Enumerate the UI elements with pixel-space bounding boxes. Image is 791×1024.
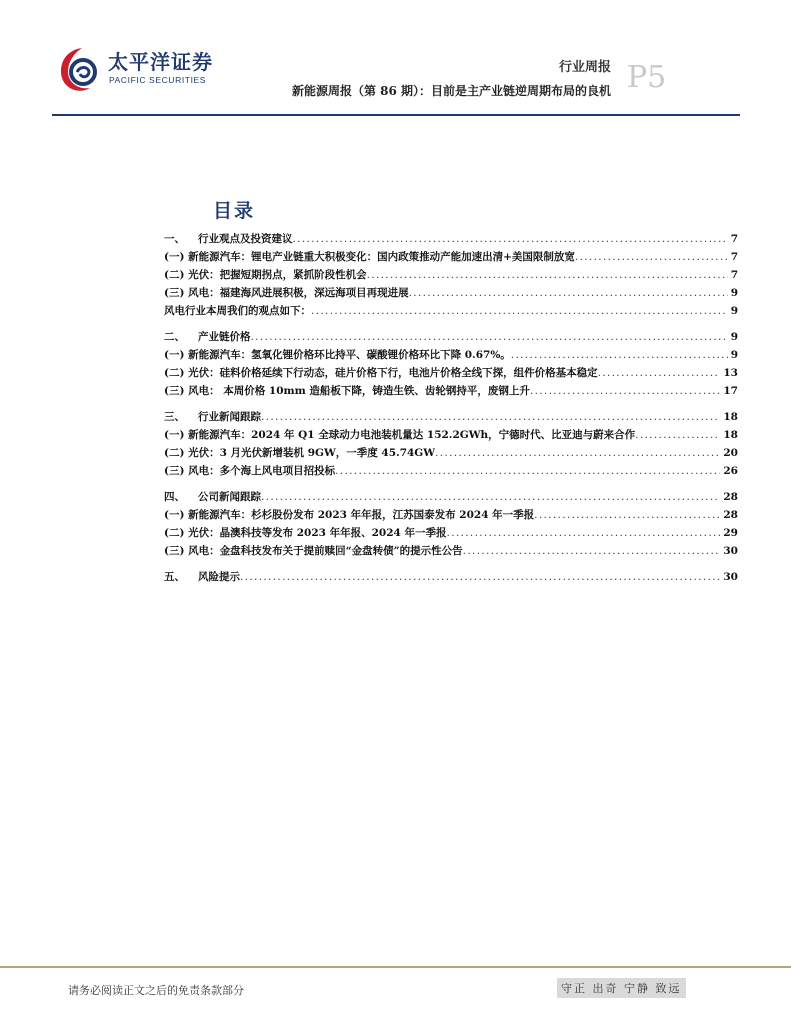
toc-dot-leader: [409, 284, 728, 302]
toc-entry[interactable]: [164, 248, 738, 266]
toc-entry-page: 9: [730, 305, 738, 317]
toc-entry-title: (二) 光伏：把握短期拐点，紧抓阶段性机会: [164, 269, 367, 281]
toc-entry-number: 五、: [164, 571, 185, 583]
toc-entry[interactable]: [164, 284, 738, 302]
toc-entry-page: 28: [723, 491, 738, 503]
toc-entry-title: (二) 光伏：晶澳科技等发布 2023 年年报、2024 年一季报: [164, 527, 447, 539]
header-divider: [52, 114, 740, 116]
toc-dot-leader: [463, 542, 721, 560]
toc-entry[interactable]: [164, 524, 738, 542]
pacific-securities-logo-icon: [56, 44, 104, 96]
toc-dot-leader: [261, 408, 720, 426]
toc-entry-page: 7: [730, 233, 738, 245]
toc-heading: 目录: [213, 200, 256, 222]
toc-entry-page: 9: [730, 331, 738, 343]
toc-dot-leader: [367, 266, 728, 284]
toc-dot-leader: [293, 230, 728, 248]
toc-dot-leader: [311, 302, 728, 320]
toc-entry[interactable]: [164, 462, 738, 480]
toc-dot-leader: [635, 426, 720, 444]
toc-entry[interactable]: [164, 382, 738, 400]
logo-chinese-name: 太平洋证券: [108, 50, 213, 74]
toc-dot-leader: [335, 462, 720, 480]
toc-entry-title: (三) 风电： 本周价格 10mm 造船板下降，铸造生铁、齿轮钢持平，废钢上升: [164, 385, 530, 397]
toc-entry-number: 四、: [164, 491, 185, 503]
toc-entry-title: (二) 光伏：3 月光伏新增装机 9GW，一季度 45.74GW: [164, 447, 436, 459]
toc-entry-page: 7: [730, 269, 738, 281]
document-type: 行业周报: [558, 60, 611, 75]
toc-entry-page: 18: [723, 411, 738, 423]
toc-entry[interactable]: [164, 568, 738, 586]
toc-entry-page: 17: [723, 385, 738, 397]
toc-entry-page: 29: [723, 527, 738, 539]
toc-entry[interactable]: [164, 426, 738, 444]
toc-entry[interactable]: [164, 444, 738, 462]
toc-entry[interactable]: [164, 302, 738, 320]
toc-entry[interactable]: [164, 346, 738, 364]
toc-entry[interactable]: [164, 364, 738, 382]
toc-entry[interactable]: [164, 230, 738, 248]
toc-entry-page: 7: [730, 251, 738, 263]
toc-entry-title: (三) 风电：多个海上风电项目招投标: [164, 465, 336, 477]
toc-dot-leader: [240, 568, 720, 586]
toc-entry-page: 9: [730, 287, 738, 299]
toc-dot-leader: [435, 444, 720, 462]
toc-entry[interactable]: [164, 488, 738, 506]
toc-dot-leader: [261, 488, 720, 506]
toc-dot-leader: [447, 524, 721, 542]
toc-entry-title: 行业新闻跟踪: [198, 411, 261, 423]
toc-entry-title: (三) 风电：金盘科技发布关于提前赎回“金盘转债”的提示性公告: [164, 545, 463, 557]
toc-entry-page: 30: [723, 571, 738, 583]
toc-entry-title: (二) 光伏：硅料价格延续下行动态，硅片价格下行，电池片价格全线下探，组件价格基本稳定: [164, 367, 598, 379]
toc-entry-page: 26: [723, 465, 738, 477]
report-title: 新能源周报（第 86 期）：目前是主产业链逆周期布局的良机: [291, 84, 611, 98]
toc-entry-title: (一) 新能源汽车：杉杉股份发布 2023 年年报，江苏国泰发布 2024 年一季报: [164, 509, 535, 521]
toc-entry-title: 行业观点及投资建议: [198, 233, 293, 245]
toc-entry-title: 公司新闻跟踪: [198, 491, 261, 503]
toc-dot-leader: [575, 248, 728, 266]
toc-dot-leader: [251, 328, 728, 346]
toc-entry-page: 20: [723, 447, 738, 459]
toc-dot-leader: [598, 364, 721, 382]
footer-motto: 守正 出奇 宁静 致远: [557, 978, 686, 998]
toc-entry-number: 一、: [164, 233, 185, 245]
toc-entry[interactable]: [164, 328, 738, 346]
toc-entry-title: 风险提示: [198, 571, 240, 583]
toc-entry-number: 三、: [164, 411, 185, 423]
footer-disclaimer: 请务必阅读正文之后的免责条款部分: [68, 984, 244, 997]
toc-entry-title: 产业链价格: [198, 331, 251, 343]
toc-dot-leader: [530, 382, 720, 400]
toc-entry-page: 18: [723, 429, 738, 441]
toc-entry-page: 28: [723, 509, 738, 521]
toc-entry-title: (一) 新能源汽车：氢氧化锂价格环比持平、碳酸锂价格环比下降 0.67%。: [164, 349, 511, 361]
toc-dot-leader: [534, 506, 720, 524]
logo-english-name: PACIFIC SECURITIES: [109, 75, 207, 85]
page-number: P5: [627, 60, 667, 95]
toc-dot-leader: [511, 346, 728, 364]
toc-entry[interactable]: [164, 506, 738, 524]
toc-entry[interactable]: [164, 408, 738, 426]
footer-divider: [0, 966, 791, 968]
toc-entry-title: (一) 新能源汽车：锂电产业链重大积极变化：国内政策推动产能加速出清+美国限制放宽: [164, 251, 575, 263]
toc-entry-number: 二、: [164, 331, 185, 343]
table-of-contents: [164, 230, 738, 586]
toc-entry-page: 30: [723, 545, 738, 557]
toc-entry[interactable]: [164, 266, 738, 284]
company-logo: [56, 44, 216, 100]
toc-entry-title: (三) 风电：福建海风进展积极，深远海项目再现进展: [164, 287, 409, 299]
toc-entry-page: 9: [730, 349, 738, 361]
toc-entry-title: (一) 新能源汽车：2024 年 Q1 全球动力电池装机量达 152.2GWh，宁德时代、比亚迪与蔚来合作: [164, 429, 636, 441]
toc-entry-page: 13: [723, 367, 738, 379]
toc-entry-title: 风电行业本周我们的观点如下：: [164, 305, 311, 317]
toc-entry[interactable]: [164, 542, 738, 560]
